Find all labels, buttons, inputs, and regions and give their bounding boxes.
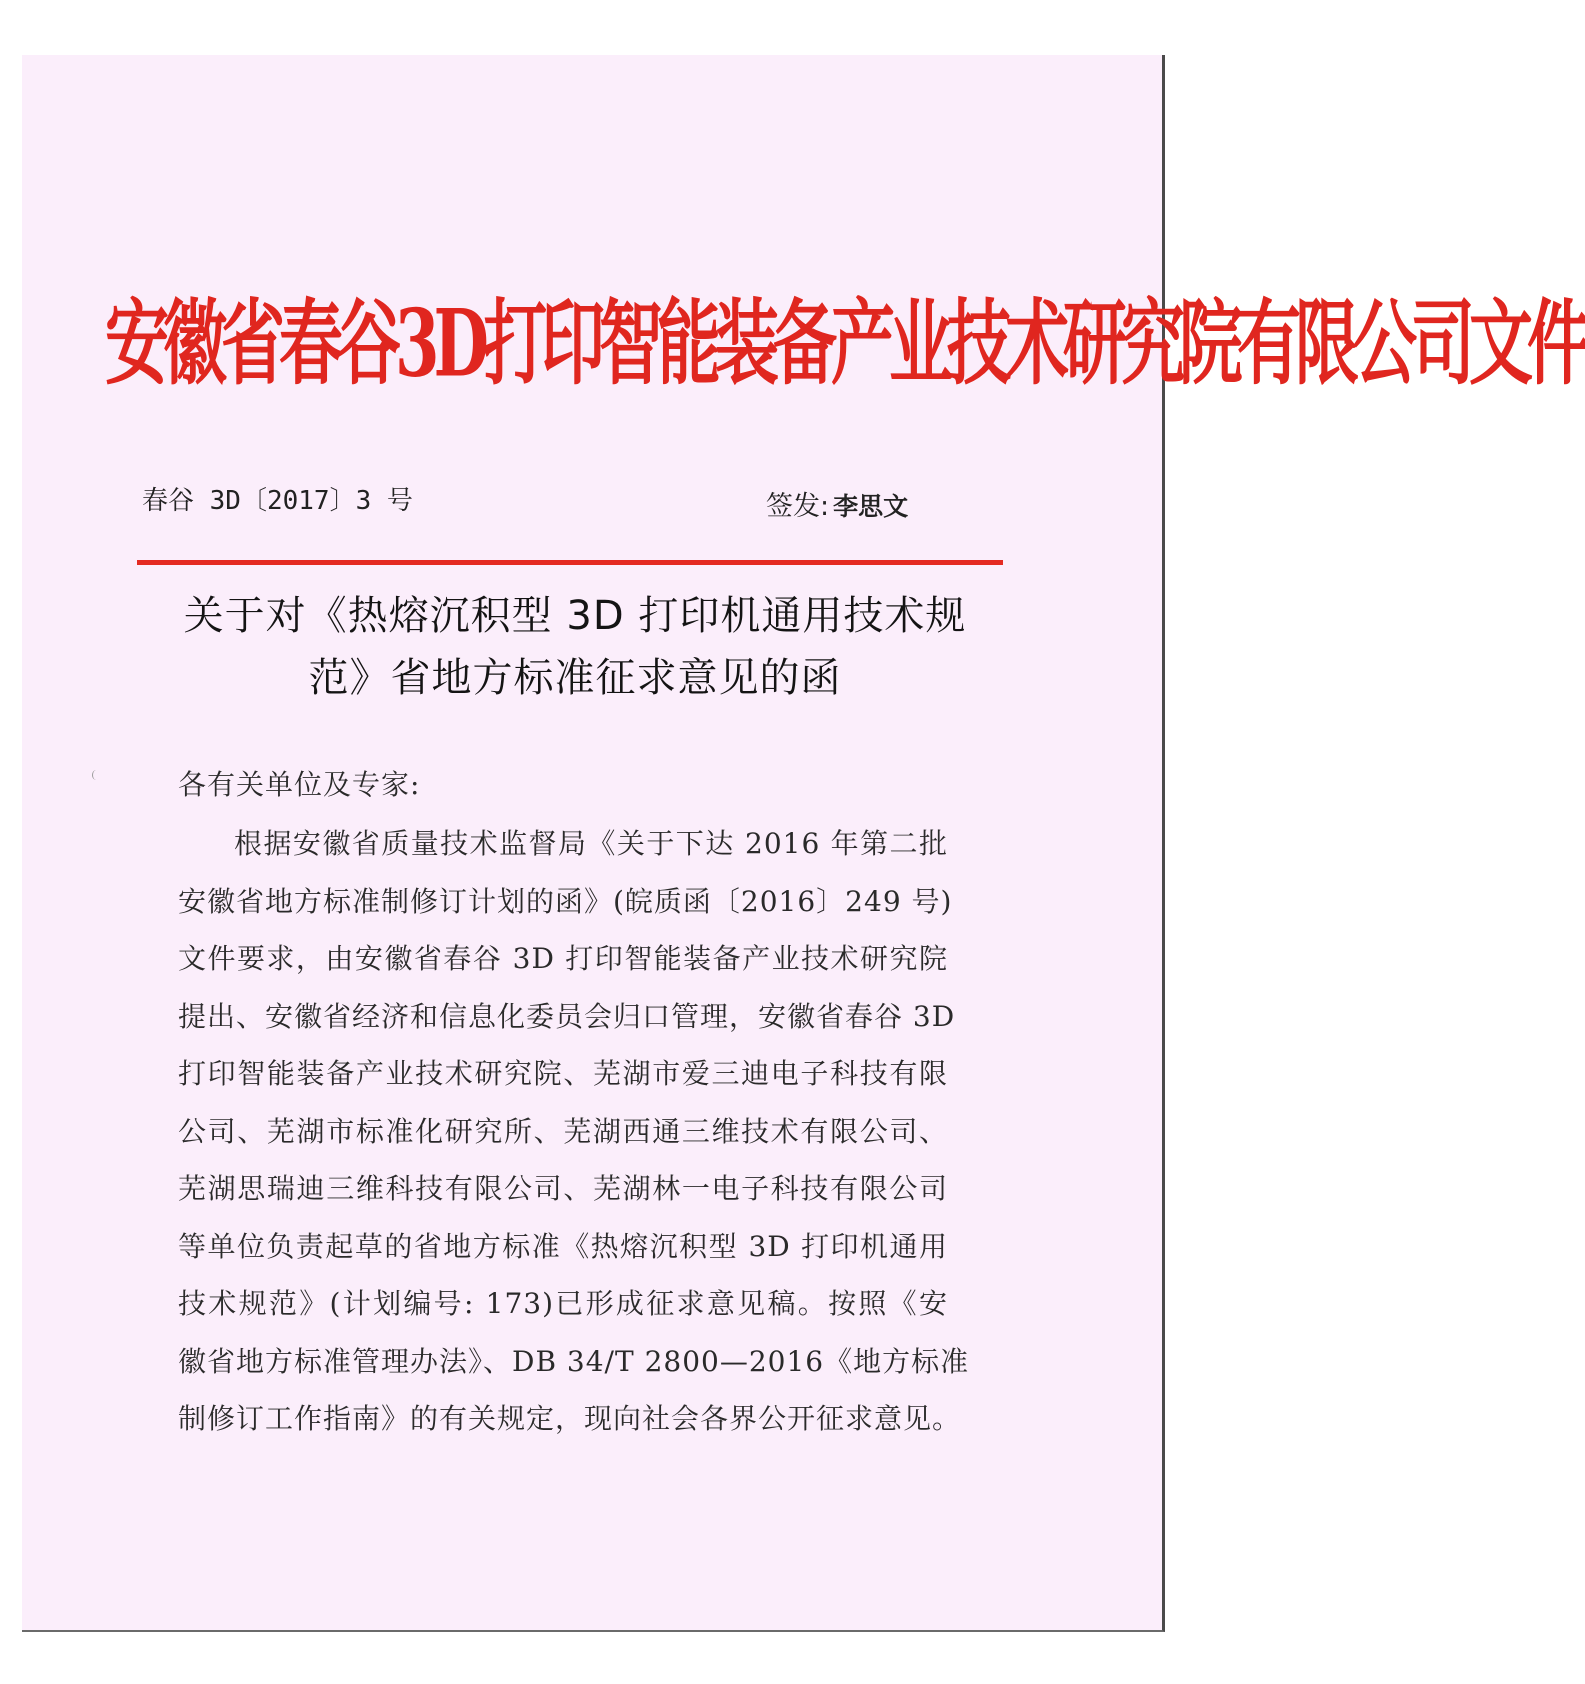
- signer-name: 李思文: [833, 492, 909, 521]
- document-title: [140, 585, 1010, 709]
- signer-block: [766, 484, 908, 523]
- red-separator-line: [137, 560, 1003, 565]
- issuer-header: 安徽省春谷3D打印智能装备产业技术研究院有限公司文件: [105, 289, 1585, 399]
- body-line: 技术规范》(计划编号: 173)已形成征求意见稿。按照《安: [178, 1287, 948, 1320]
- signer-label: 签发:: [766, 491, 830, 522]
- body-line: 芜湖思瑞迪三维科技有限公司、芜湖林一电子科技有限公司: [178, 1172, 948, 1205]
- body-line: 文件要求，由安徽省春谷 3D 打印智能装备产业技术研究院: [178, 942, 948, 975]
- body-line: 公司、芜湖市标准化研究所、芜湖西通三维技术有限公司、: [178, 1114, 948, 1148]
- body-line: 提出、安徽省经济和信息化委员会归口管理，安徽省春谷 3D: [178, 999, 956, 1033]
- salutation: 各有关单位及专家:: [178, 768, 421, 801]
- document-number: 春谷 3D〔2017〕3 号: [142, 486, 413, 516]
- body-line: 根据安徽省质量技术监督局《关于下达 2016 年第二批: [234, 827, 948, 860]
- letter-body: [178, 755, 970, 1448]
- body-line: 制修订工作指南》的有关规定，现向社会各界公开征求意见。: [178, 1402, 962, 1435]
- body-line: 打印智能装备产业技术研究院、芜湖市爱三迪电子科技有限: [178, 1057, 948, 1090]
- body-line: 安徽省地方标准制修订计划的函》(皖质函〔2016〕249 号): [178, 884, 953, 918]
- body-line: 徽省地方标准管理办法》、DB 34/T 2800—2016《地方标准: [178, 1344, 970, 1378]
- scan-mark: [92, 770, 100, 780]
- body-line: 等单位负责起草的省地方标准《热熔沉积型 3D 打印机通用: [178, 1229, 948, 1263]
- title-line-1: 关于对《热熔沉积型 3D 打印机通用技术规: [183, 593, 967, 639]
- title-line-2: 范》省地方标准征求意见的函: [308, 655, 842, 701]
